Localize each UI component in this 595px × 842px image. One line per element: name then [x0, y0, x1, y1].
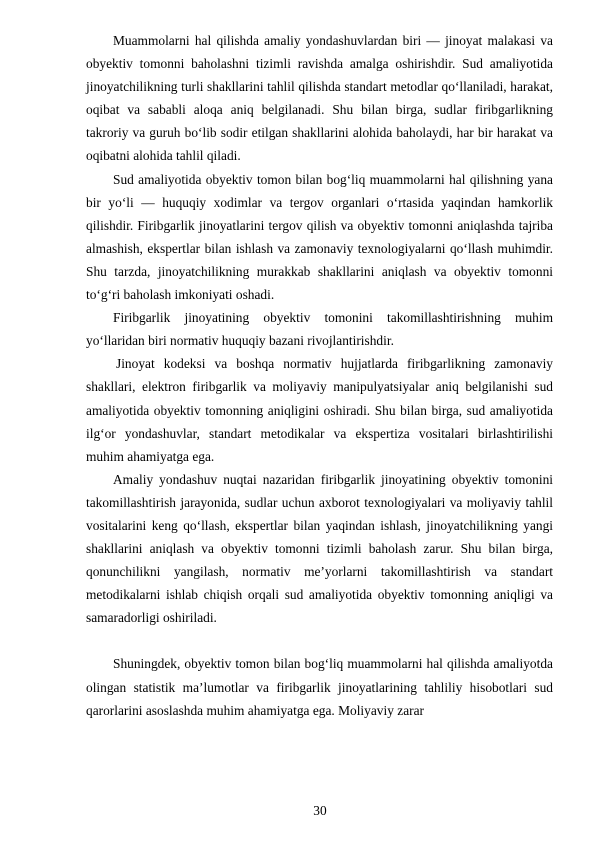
paragraph-5: Amaliy yondashuv nuqtai nazaridan firibgarlik jinoyatining obyektiv tomonini takomillashtirish jarayonida, sudlar uchun axborot texnologiyalari va moliyaviy tahlil vositalarini keng qo‘llash, ekspertlar bilan yaqindan ishlash, jinoyatchilikning yangi shakllarini aniqlash va obyektiv tomonni tizimli baholash zarur. Shu bilan birga, qonunchilikni yangilash, normativ me’yorlarni takomillashtirish va standart metodikalarni ishlab chiqish orqali sud amaliyotida obyektiv tomonning aniqligi va samaradorligi oshiriladi. — [86, 471, 553, 626]
body-text — [86, 29, 553, 722]
paragraph-1: Muammolarni hal qilishda amaliy yondashuvlardan biri — jinoyat malakasi va obyektiv tomonni baholashni tizimli ravishda amalga oshirishdir. Sud amaliyotida jinoyatchilikning turli shakllarini tahlil qilishda standart metodlar qo‘llaniladi, harakat, oqibat va sababli aloqa aniq belgilanadi. Shu bilan birga, sudlar firibgarlikning takroriy va guruh bo‘lib sodir etilgan shakllarini alohida baholaydi, har bir harakat va oqibatni alohida tahlil qiladi. — [86, 33, 553, 164]
paragraph-gap — [86, 629, 553, 652]
paragraph-4: Jinoyat kodeksi va boshqa normativ hujjatlarda firibgarlikning zamonaviy shakllari, elektron firibgarlik va moliyaviy manipulyatsiyalar aniq belgilanishi sud amaliyotida obyektiv tomonning aniqligini oshiradi. Shu bilan birga, sud amaliyotida ilg‘or yondashuvlar, standart metodikalar va ekspertiza vositalari birlashtirilishi muhim ahamiyatga ega. — [86, 356, 553, 464]
paragraph-6: Shuningdek, obyektiv tomon bilan bog‘liq muammolarni hal qilishda amaliyotda olingan statistik ma’lumotlar va firibgarlik jinoyatlarining tahliliy hisobotlari sud qarorlarini asoslashda muhim ahamiyatga ega. Moliyaviy zarar — [86, 656, 553, 718]
page-number: 30 — [313, 803, 327, 818]
paragraph-3: Firibgarlik jinoyatining obyektiv tomonini takomillashtirishning muhim yo‘llaridan biri normativ huquqiy bazani rivojlantirishdir. — [86, 310, 553, 349]
paragraph-2: Sud amaliyotida obyektiv tomon bilan bog‘liq muammolarni hal qilishning yana bir yo‘li — huquqiy xodimlar va tergov organlari o‘rtasida yaqindan hamkorlik qilishdir. Firibgarlik jinoyatlarini tergov qilish va obyektiv tomonni aniqlashda tajriba almashish, ekspertlar bilan ishlash va zamonaviy texnologiyalarni qo‘llash muhimdir. Shu tarzda, jinoyatchilikning murakkab shakllarini aniqlash va obyektiv tomonni to‘g‘ri baholash imkoniyati oshadi. — [86, 171, 553, 303]
